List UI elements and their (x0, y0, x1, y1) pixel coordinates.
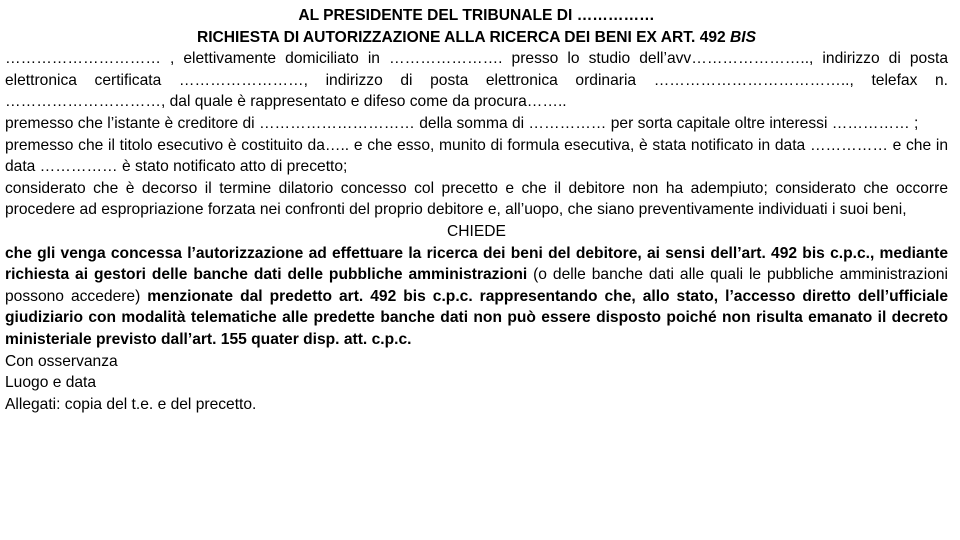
intro-paragraph: ………………………… , elettivamente domiciliato in …………………. presso lo studio dell’avv………………….., indirizzo di posta elettronica certificata ……………………, indirizzo di posta elettronica ordinaria ……………………………….., telefax n. …………………………, dal quale è rappresentato e difeso come da procura…….. (5, 50, 948, 111)
considerato-paragraph: considerato che è decorso il termine dilatorio concesso col precetto e che il debitore non ha adempiuto; considerato che occorre procedere ad espropriazione forzata nei confronti del proprio debitore e, all’uopo, che siano preventivamente individuati i suoi beni, (5, 179, 948, 219)
document-page (5, 5, 948, 415)
subtitle-text: RICHIESTA DI AUTORIZZAZIONE ALLA RICERCA DEI BENI EX ART. 492 (196, 28, 731, 46)
place-date-line: Luogo e data (5, 374, 97, 392)
request-paragraph (5, 243, 948, 351)
closing-line: Con osservanza (5, 352, 118, 370)
document-subtitle (5, 27, 948, 49)
premesso-paragraph-2: premesso che il titolo esecutivo è costituito da….. e che esso, munito di formula esecutiva, è stata notificato in data …………… e che in data …………… è stato notificato atto di precetto; (5, 136, 948, 176)
request-bold-part-1: che gli venga concessa l’autorizzazione ad effettuare la ricerca dei beni del debitore, ai sensi dell’art. 492 bis c.p.c., mediante richiesta ai gestori delle banche dati delle pubbliche amministrazioni (5, 244, 948, 284)
chiede-heading: CHIEDE (447, 222, 506, 240)
premesso-paragraph-1: premesso che l’istante è creditore di ………………………… della somma di …………… per sorta capitale oltre interessi …………… ; (5, 114, 919, 132)
attachments-line: Allegati: copia del t.e. e del precetto. (5, 395, 257, 413)
request-normal-part: (o delle banche dati alle quali le pubbliche amministrazioni possono accedere) (5, 266, 948, 305)
subtitle-italic-text: BIS (730, 28, 757, 46)
request-bold-part-2: menzionate dal predetto art. 492 bis c.p.c. rappresentando che, allo stato, l’accesso diretto dell’ufficiale giudiziario con modalità telematiche alle predette banche dati non può essere disposto poiché non risulta emanato il decreto ministeriale previsto dall’art. 155 quater disp. att. c.p.c. (5, 287, 948, 348)
document-title: AL PRESIDENTE DEL TRIBUNALE DI …………… (298, 7, 655, 24)
